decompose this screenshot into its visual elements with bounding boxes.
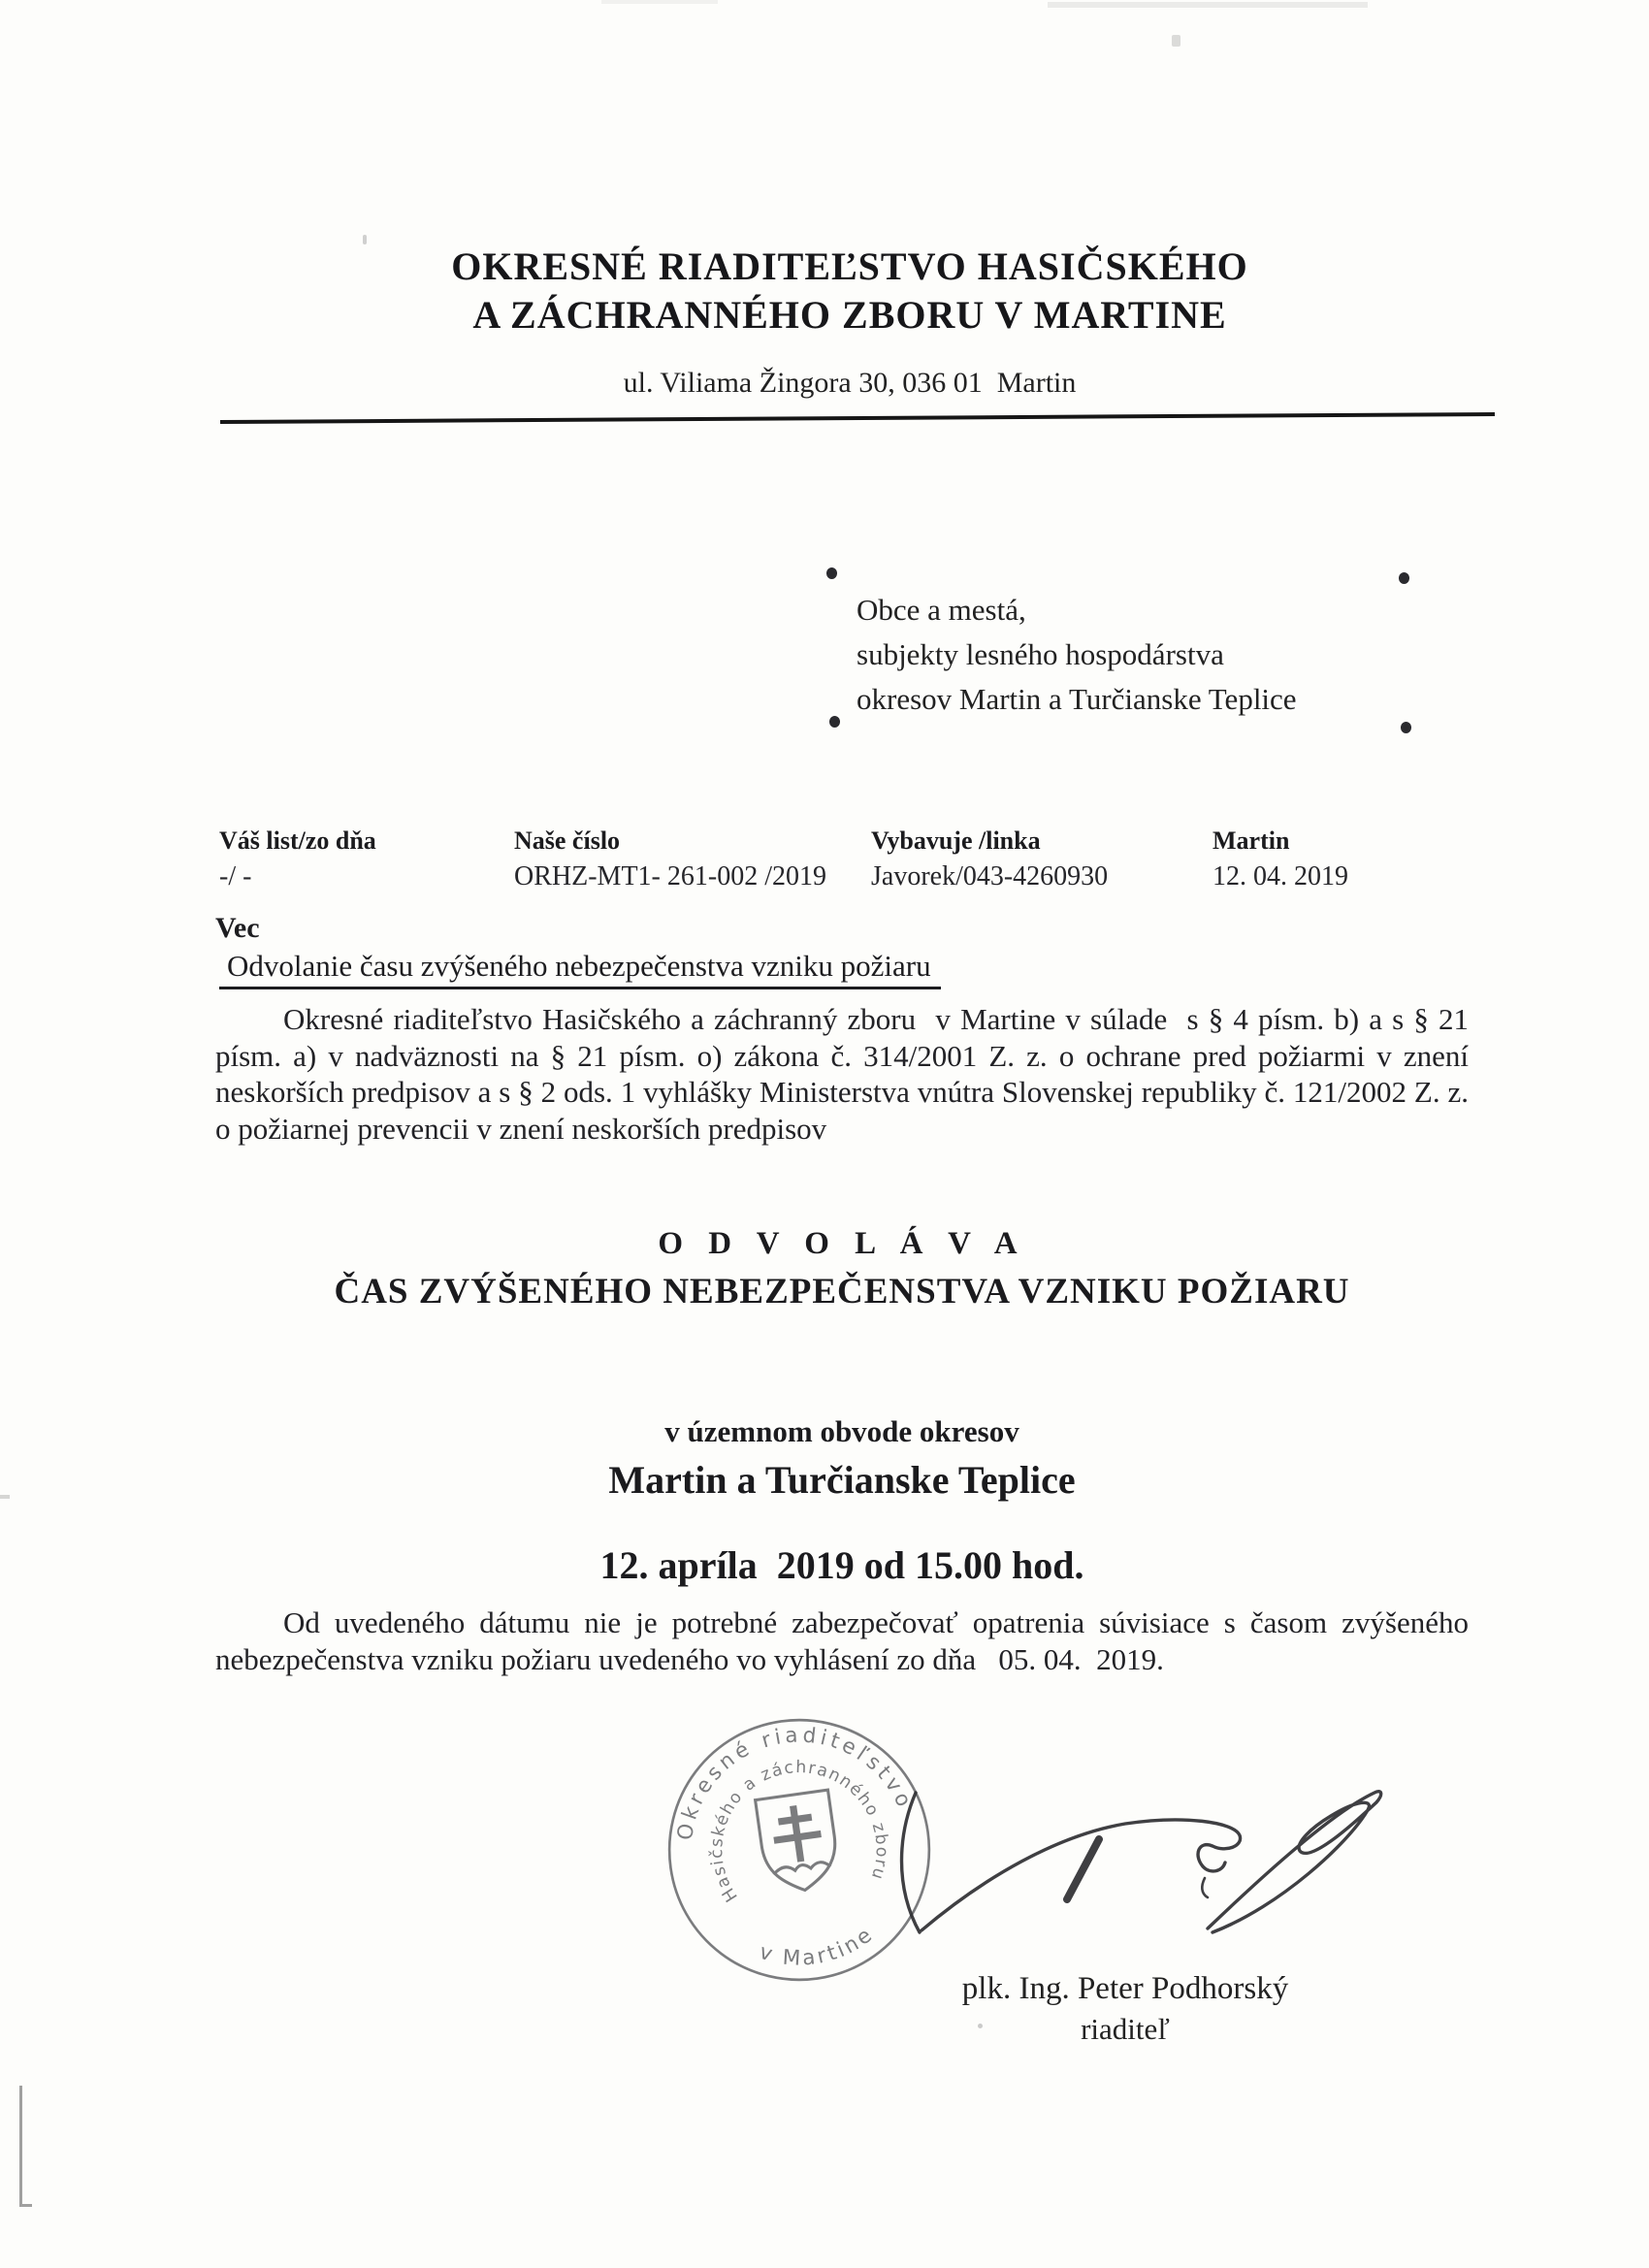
reference-value: -/ - <box>219 861 252 891</box>
reference-column-our-number <box>514 826 826 892</box>
reference-value: Javorek/043-4260930 <box>871 861 1109 891</box>
scan-edge-artifact <box>0 1495 10 1499</box>
reference-label: Martin <box>1212 826 1290 855</box>
svg-text:v Martine <box>753 1920 882 1977</box>
body-paragraph-consequence: Od uvedeného dátumu nie je potrebné zabezpečovať opatrenia súvisiace s časom zvýšeného nebezpečenstva vzniku požiaru uvedeného vo vyhlásení zo dňa 05. 04. 2019. <box>215 1605 1469 1676</box>
scan-speck-artifact <box>978 2024 983 2028</box>
registration-dot-top-right <box>1399 572 1409 584</box>
subject-label: Vec <box>215 912 260 944</box>
organization-title <box>223 243 1476 340</box>
subject-line <box>219 949 941 989</box>
declaration-subject: ČAS ZVÝŠENÉHO NEBEZPEČENSTVA VZNIKU POŽIARU <box>334 1272 1350 1312</box>
recipient-address-block <box>857 588 1297 722</box>
stamp-coat-of-arms-icon <box>756 1790 842 1895</box>
signature-small-mark <box>1202 1878 1208 1897</box>
reference-label: Naše číslo <box>514 826 621 855</box>
reference-label: Váš list/zo dňa <box>219 826 376 855</box>
signature-flourish <box>1208 1792 1381 1932</box>
recipient-line: Obce a mestá, <box>857 593 1026 627</box>
scan-speck-artifact <box>1172 35 1180 47</box>
organization-address: ul. Viliama Žingora 30, 036 01 Martin <box>623 367 1077 399</box>
body-paragraph-legal-basis: Okresné riaditeľstvo Hasičského a záchranný zboru v Martine v súlade s § 4 písm. b) a s § 21 písm. a) v nadväznosti na § 21 písm. o) zákona č. 314/2001 Z. z. o ochrane pred požiarmi v znení neskorších predpisov a s § 2 ods. 1 vyhlášky Ministerstva vnútra Slovenskej republiky č. 121/2002 Z. z. o požiarnej prevencii v znení neskorších predpisov <box>215 1002 1469 1146</box>
declaration-word: O D V O L Á V A <box>658 1226 1026 1261</box>
registration-dot-bottom-left <box>829 716 840 728</box>
reference-value: ORHZ-MT1- 261-002 /2019 <box>514 861 826 891</box>
reference-label: Vybavuje /linka <box>871 826 1041 855</box>
scan-edge-artifact <box>1048 2 1368 8</box>
organization-title-line2: A ZÁCHRANNÉHO ZBORU V MARTINE <box>472 293 1227 337</box>
recipient-line: subjekty lesného hospodárstva <box>857 637 1224 671</box>
signature-slash <box>1067 1839 1099 1899</box>
effective-date: 12. apríla 2019 od 15.00 hod. <box>599 1543 1084 1587</box>
recipient-line: okresov Martin a Turčianske Teplice <box>857 682 1297 716</box>
signatory-title: riaditeľ <box>1081 2012 1170 2046</box>
stamp-text-top: Okresné riaditeľstvo <box>672 1723 918 1842</box>
territory-districts: Martin a Turčianske Teplice <box>608 1458 1076 1502</box>
reference-column-handled-by <box>871 826 1108 892</box>
scan-corner-bracket-artifact <box>19 2086 32 2207</box>
stamp-text-bottom: v Martine <box>756 1922 880 1971</box>
signatory-name: plk. Ing. Peter Podhorský <box>961 1971 1289 2006</box>
organization-title-line1: OKRESNÉ RIADITEĽSTVO HASIČSKÉHO <box>451 244 1248 288</box>
scan-speck-artifact <box>363 235 367 244</box>
stamp-text-middle: Hasičského a záchranného zboru <box>707 1758 891 1905</box>
signature-open-curve <box>902 1793 921 1932</box>
registration-dot-bottom-right <box>1401 722 1411 733</box>
header-divider-rule <box>220 412 1495 424</box>
territory-intro: v územnom obvode okresov <box>664 1414 1019 1448</box>
director-signature <box>892 1785 1397 1950</box>
subject-text: Odvolanie času zvýšeného nebezpečenstva vzniku požiaru <box>219 949 941 989</box>
registration-dot-top-left <box>826 567 837 579</box>
reference-column-place-date <box>1212 826 1348 892</box>
scan-edge-artifact <box>601 0 718 4</box>
reference-value: 12. 04. 2019 <box>1212 861 1348 891</box>
reference-column-your-letter <box>219 826 376 892</box>
